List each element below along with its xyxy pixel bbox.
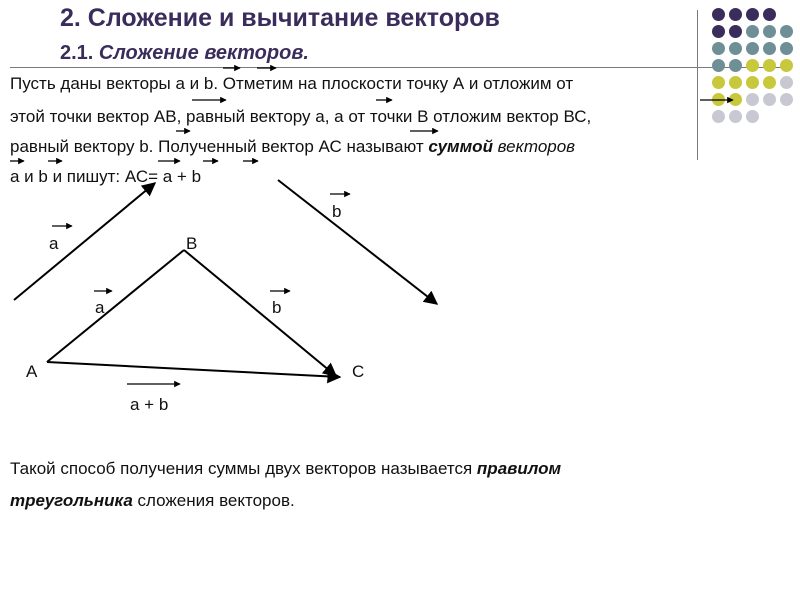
label-sum: a + b — [130, 395, 169, 414]
term-triangle: треугольника — [10, 491, 133, 510]
conclusion-text-2: сложения векторов. — [132, 491, 295, 510]
paragraph-line-1: Пусть даны векторы a и b. Отметим на плоскости точку А и отложим от — [10, 74, 574, 93]
paragraph-line-2: этой точки вектор АВ, равный вектору a, а от точки В отложим вектор ВС, — [10, 107, 592, 126]
label-point-b: B — [186, 234, 198, 253]
term-rule: правилом — [476, 459, 562, 478]
triangle-side-ac — [47, 362, 340, 377]
subtitle-text: Сложение векторов. — [98, 42, 309, 64]
paragraph-line-3-start: равный вектору b. Полученный вектор АС называют — [10, 137, 429, 156]
triangle-side-bc — [184, 250, 336, 376]
slide-title: 2. Сложение и вычитание векторов — [60, 4, 500, 32]
label-point-c: C — [352, 362, 365, 381]
label-side-a: a — [95, 298, 105, 317]
free-vector-a — [14, 183, 155, 300]
triangle-side-ab — [47, 250, 184, 362]
paragraph-line-3-end: векторов — [492, 137, 576, 156]
term-sum: суммой — [428, 137, 493, 156]
label-vector-b: b — [332, 202, 342, 221]
conclusion-line-2 — [10, 491, 295, 511]
label-side-b: b — [272, 298, 282, 317]
conclusion-text-1: Такой способ получения суммы двух векторов называется — [10, 459, 477, 478]
paragraph-line-4: a и b и пишут: АС= a + b — [10, 167, 202, 186]
conclusion-line-1 — [10, 459, 561, 479]
free-vector-b — [278, 180, 437, 304]
subtitle-number: 2.1. — [60, 42, 94, 64]
label-point-a: A — [26, 362, 38, 381]
label-vector-a: a — [49, 234, 59, 253]
